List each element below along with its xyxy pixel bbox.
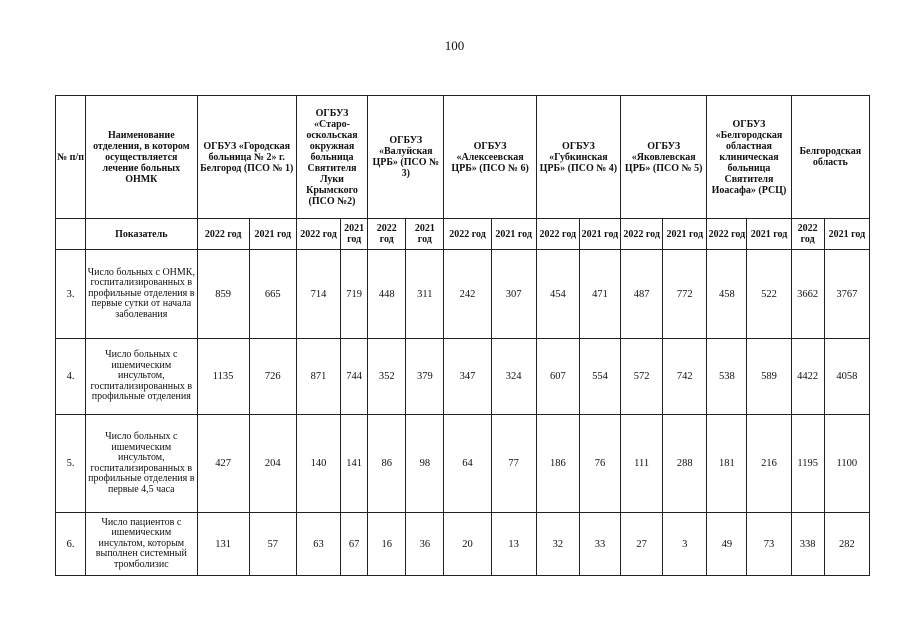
value-cell: 36: [406, 513, 444, 576]
value-cell: 665: [249, 250, 296, 339]
value-cell: 589: [747, 339, 791, 415]
value-cell: 16: [368, 513, 406, 576]
header-row: [56, 96, 870, 219]
subheader-row: [56, 219, 870, 250]
value-cell: 77: [491, 415, 536, 513]
org-header-pso6: ОГБУЗ «Алексеевская ЦРБ» (ПСО № 6): [444, 96, 536, 219]
value-cell: 76: [579, 415, 620, 513]
value-cell: 73: [747, 513, 791, 576]
value-cell: 111: [621, 415, 663, 513]
value-cell: 141: [341, 415, 368, 513]
value-cell: 871: [296, 339, 340, 415]
value-cell: 1135: [197, 339, 249, 415]
value-cell: 338: [791, 513, 824, 576]
value-cell: 487: [621, 250, 663, 339]
value-cell: 32: [536, 513, 579, 576]
year-2021: 2021 год: [663, 219, 707, 250]
value-cell: 64: [444, 415, 491, 513]
value-cell: 324: [491, 339, 536, 415]
indicator-name: Число больных с ишемическим инсультом, госпитализированных в профильные отделения в первые 4,5 часа: [86, 415, 197, 513]
year-2021: 2021 год: [341, 219, 368, 250]
value-cell: 454: [536, 250, 579, 339]
row-number: 4.: [56, 339, 86, 415]
year-2022: 2022 год: [791, 219, 824, 250]
value-cell: 98: [406, 415, 444, 513]
year-2022: 2022 год: [536, 219, 579, 250]
year-2021: 2021 год: [406, 219, 444, 250]
org-header-pso1: ОГБУЗ «Городская больница № 2» г. Белгород (ПСО № 1): [197, 96, 296, 219]
value-cell: 242: [444, 250, 491, 339]
value-cell: 186: [536, 415, 579, 513]
year-2021: 2021 год: [579, 219, 620, 250]
year-2021: 2021 год: [491, 219, 536, 250]
value-cell: 3662: [791, 250, 824, 339]
value-cell: 13: [491, 513, 536, 576]
value-cell: 49: [707, 513, 747, 576]
value-cell: 140: [296, 415, 340, 513]
value-cell: 772: [663, 250, 707, 339]
table-body: [56, 250, 870, 576]
value-cell: 471: [579, 250, 620, 339]
year-2022: 2022 год: [296, 219, 340, 250]
stroke-statistics-table: [55, 95, 870, 576]
value-cell: 307: [491, 250, 536, 339]
row-number: 6.: [56, 513, 86, 576]
value-cell: 282: [824, 513, 869, 576]
value-cell: 33: [579, 513, 620, 576]
value-cell: 20: [444, 513, 491, 576]
value-cell: 458: [707, 250, 747, 339]
value-cell: 4058: [824, 339, 869, 415]
org-header-pso3: ОГБУЗ «Валуйская ЦРБ» (ПСО № 3): [368, 96, 444, 219]
value-cell: 57: [249, 513, 296, 576]
row-number: 5.: [56, 415, 86, 513]
value-cell: 352: [368, 339, 406, 415]
year-2022: 2022 год: [197, 219, 249, 250]
value-cell: 181: [707, 415, 747, 513]
year-2021: 2021 год: [747, 219, 791, 250]
value-cell: 3767: [824, 250, 869, 339]
col-num-header: № п/п: [56, 96, 86, 219]
org-header-pso5: ОГБУЗ «Яковлевская ЦРБ» (ПСО № 5): [621, 96, 707, 219]
year-2021: 2021 год: [249, 219, 296, 250]
table-row: [56, 513, 870, 576]
value-cell: 714: [296, 250, 340, 339]
value-cell: 67: [341, 513, 368, 576]
org-header-pso2: ОГБУЗ «Старо-оскольская окружная больница Святителя Луки Крымского (ПСО №2): [296, 96, 367, 219]
value-cell: 347: [444, 339, 491, 415]
table-row: [56, 415, 870, 513]
org-header-region: Белгородская область: [791, 96, 869, 219]
value-cell: 572: [621, 339, 663, 415]
indicator-name: Число пациентов с ишемическим инсультом, которым выполнен системный тромболизис: [86, 513, 197, 576]
table-row: [56, 339, 870, 415]
value-cell: 86: [368, 415, 406, 513]
value-cell: 1100: [824, 415, 869, 513]
value-cell: 522: [747, 250, 791, 339]
page-number: 100: [444, 38, 465, 53]
value-cell: 607: [536, 339, 579, 415]
value-cell: 288: [663, 415, 707, 513]
value-cell: 742: [663, 339, 707, 415]
row-number: 3.: [56, 250, 86, 339]
indicator-name: Число больных с ОНМК, госпитализированных в профильные отделения в первые сутки от начала заболевания: [86, 250, 197, 339]
value-cell: 63: [296, 513, 340, 576]
value-cell: 554: [579, 339, 620, 415]
table-row: [56, 250, 870, 339]
org-header-pso4: ОГБУЗ «Губкинская ЦРБ» (ПСО № 4): [536, 96, 620, 219]
value-cell: 311: [406, 250, 444, 339]
value-cell: 1195: [791, 415, 824, 513]
value-cell: 27: [621, 513, 663, 576]
value-cell: 3: [663, 513, 707, 576]
indicator-name: Число больных с ишемическим инсультом, госпитализированных в профильные отделения: [86, 339, 197, 415]
year-2022: 2022 год: [444, 219, 491, 250]
value-cell: 859: [197, 250, 249, 339]
value-cell: 216: [747, 415, 791, 513]
value-cell: 726: [249, 339, 296, 415]
year-2021: 2021 год: [824, 219, 869, 250]
value-cell: 4422: [791, 339, 824, 415]
year-2022: 2022 год: [621, 219, 663, 250]
empty-cell: [56, 219, 86, 250]
col-name-header: Наименование отделения, в котором осуществляется лечение больных ОНМК: [86, 96, 197, 219]
value-cell: 719: [341, 250, 368, 339]
value-cell: 379: [406, 339, 444, 415]
year-2022: 2022 год: [368, 219, 406, 250]
value-cell: 744: [341, 339, 368, 415]
year-2022: 2022 год: [707, 219, 747, 250]
value-cell: 448: [368, 250, 406, 339]
value-cell: 131: [197, 513, 249, 576]
indicator-label: Показатель: [86, 219, 197, 250]
value-cell: 204: [249, 415, 296, 513]
value-cell: 538: [707, 339, 747, 415]
value-cell: 427: [197, 415, 249, 513]
org-header-rsc: ОГБУЗ «Белгородская областная клиническая больница Святителя Иоасафа» (РСЦ): [707, 96, 791, 219]
